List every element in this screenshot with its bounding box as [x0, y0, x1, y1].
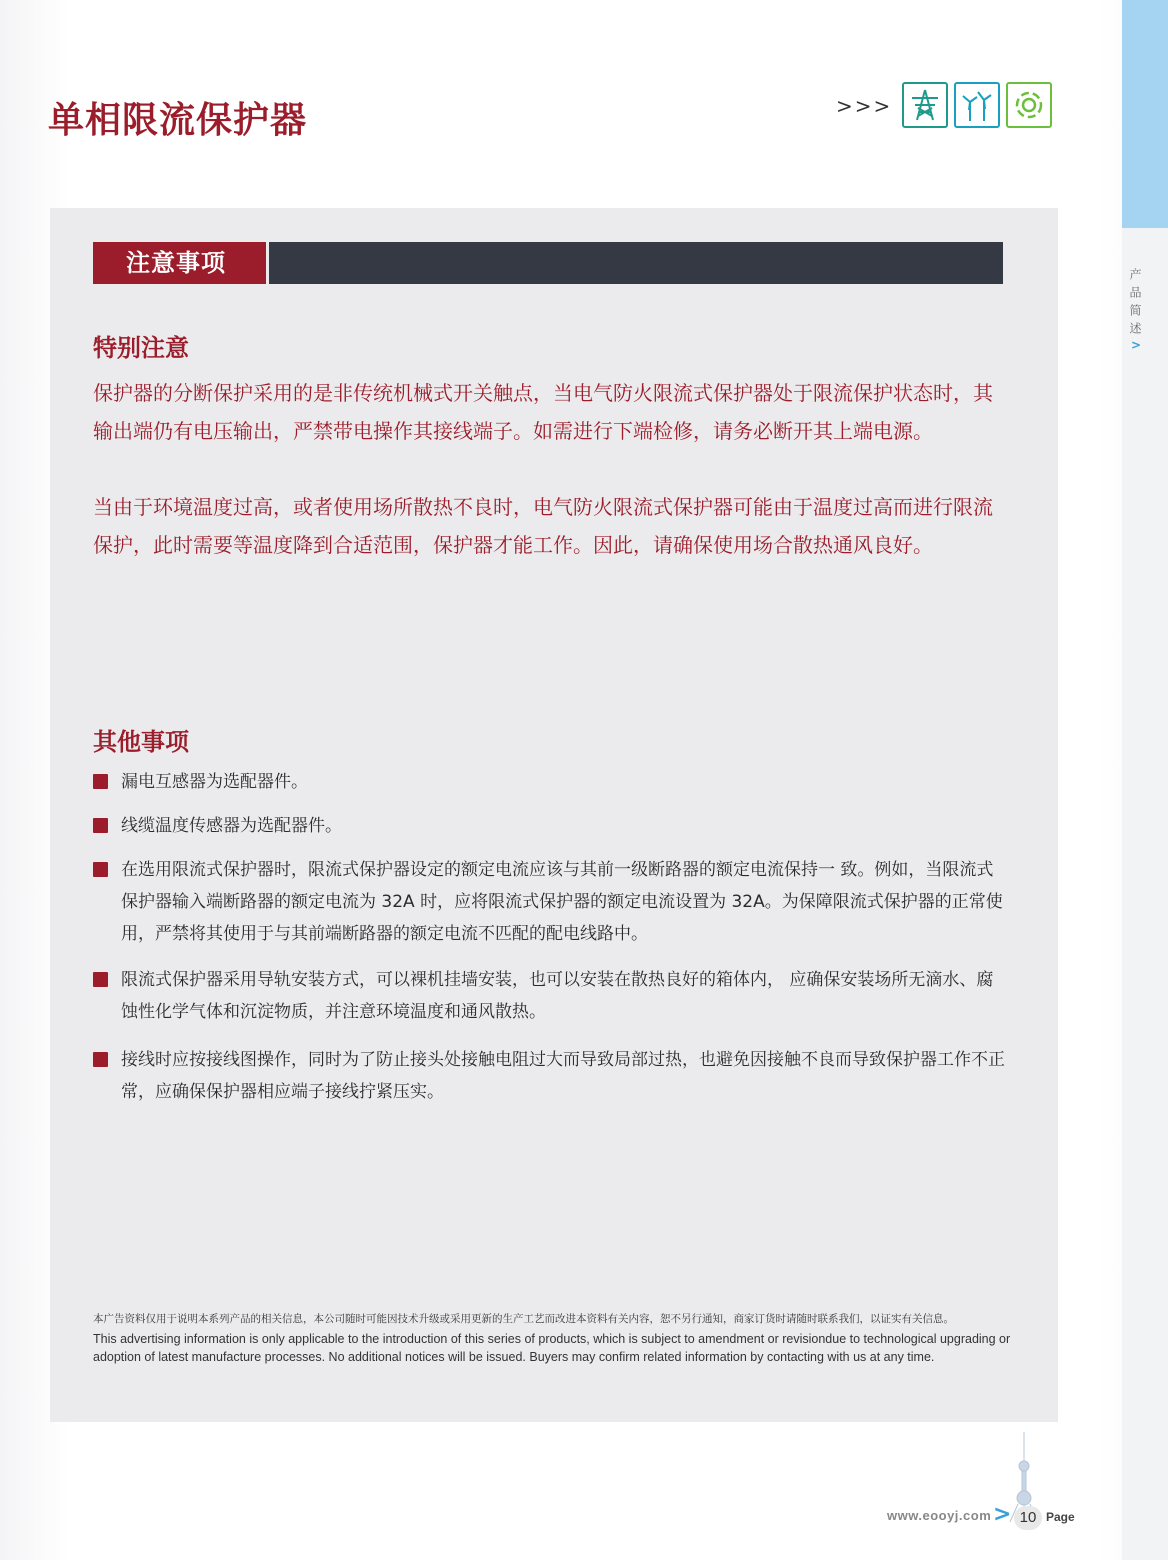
bullet-square-icon: [93, 774, 108, 789]
bullet-square-icon: [93, 862, 108, 877]
recycle-icon: [1006, 82, 1052, 128]
list-item-text: 线缆温度传感器为选配器件。: [121, 816, 342, 836]
special-notice-paragraph: 当由于环境温度过高，或者使用场所散热不良时，电气防火限流式保护器可能由于温度过高而进行限流保护，此时需要等温度降到合适范围，保护器才能工作。因此，请确保使用场合散热通风良好。: [93, 495, 993, 557]
website-link[interactable]: www.eooyj.com: [887, 1508, 992, 1523]
disclaimer-cn: 本广告资料仅用于说明本系列产品的相关信息，本公司随时可能因技术升级或采用更新的生产工艺而改进本资料有关内容，恕不另行通知，商家订货时请随时联系我们，以证实有关信息。: [93, 1313, 954, 1325]
side-tab-arrow: >: [1131, 338, 1142, 352]
side-tab-highlight: [1122, 0, 1168, 228]
side-tab: [1122, 228, 1168, 1560]
page-number: 10: [1014, 1506, 1042, 1530]
special-notice-paragraph: 保护器的分断保护采用的是非传统机械式开关触点，当电气防火限流式保护器处于限流保护状态时，其输出端仍有电压输出，严禁带电操作其接线端子。如需进行下端检修，请务必断开其上端电源。: [93, 381, 993, 443]
disclaimer-en: This advertising information is only applicable to the introduction of this series of products, which is subject to amendment or revisiondue to technological upgrading or adoption of latest manufacture processes. No additional notices will be issued. Buyers may confirm related information by contacting with us at any time.: [93, 1332, 1011, 1364]
header-chevrons: >>>: [836, 94, 893, 118]
list-item: [93, 810, 1005, 842]
special-notice-heading: 特别注意: [93, 334, 189, 362]
side-tab-label[interactable]: 产品简述: [1128, 268, 1142, 340]
list-item: [93, 1044, 1005, 1108]
bullet-square-icon: [93, 818, 108, 833]
other-items-heading: 其他事项: [93, 728, 189, 756]
list-item: [93, 854, 1005, 950]
bullet-square-icon: [93, 1052, 108, 1067]
power-tower-icon: [902, 82, 948, 128]
list-item-text: 在选用限流式保护器时，限流式保护器设定的额定电流应该与其前一级断路器的额定电流保持一 致。例如，当限流式保护器输入端断路器的额定电流为 32A 时，应将限流式保护器的额定电流设置为 32A。为保障限流式保护器的正常使用，严禁将其使用于与其前端断路器的额定电流不匹配的配电线路中。: [121, 860, 1003, 944]
footer-arrow-icon: >: [993, 1502, 1012, 1527]
list-item-text: 限流式保护器采用导轨安装方式，可以裸机挂墙安装，也可以安装在散热良好的箱体内， 应确保安装场所无滴水、腐蚀性化学气体和沉淀物质，并注意环境温度和通风散热。: [121, 970, 994, 1022]
list-item: [93, 964, 1005, 1028]
page-label: Page: [1046, 1510, 1075, 1524]
section-bar-fill: [269, 242, 1003, 284]
list-item-text: 漏电互感器为选配器件。: [121, 772, 308, 792]
other-items-list: [93, 766, 1005, 1108]
bullet-square-icon: [93, 972, 108, 987]
disclaimer: [93, 1311, 1013, 1366]
page-title: 单相限流保护器: [48, 100, 308, 141]
wind-turbine-icon: [954, 82, 1000, 128]
list-item-text: 接线时应按接线图操作，同时为了防止接头处接触电阻过大而导致局部过热，也避免因接触不良而导致保护器工作不正常，应确保保护器相应端子接线拧紧压实。: [121, 1050, 1005, 1102]
list-item: [93, 766, 1005, 798]
section-title: 注意事项: [93, 242, 266, 284]
